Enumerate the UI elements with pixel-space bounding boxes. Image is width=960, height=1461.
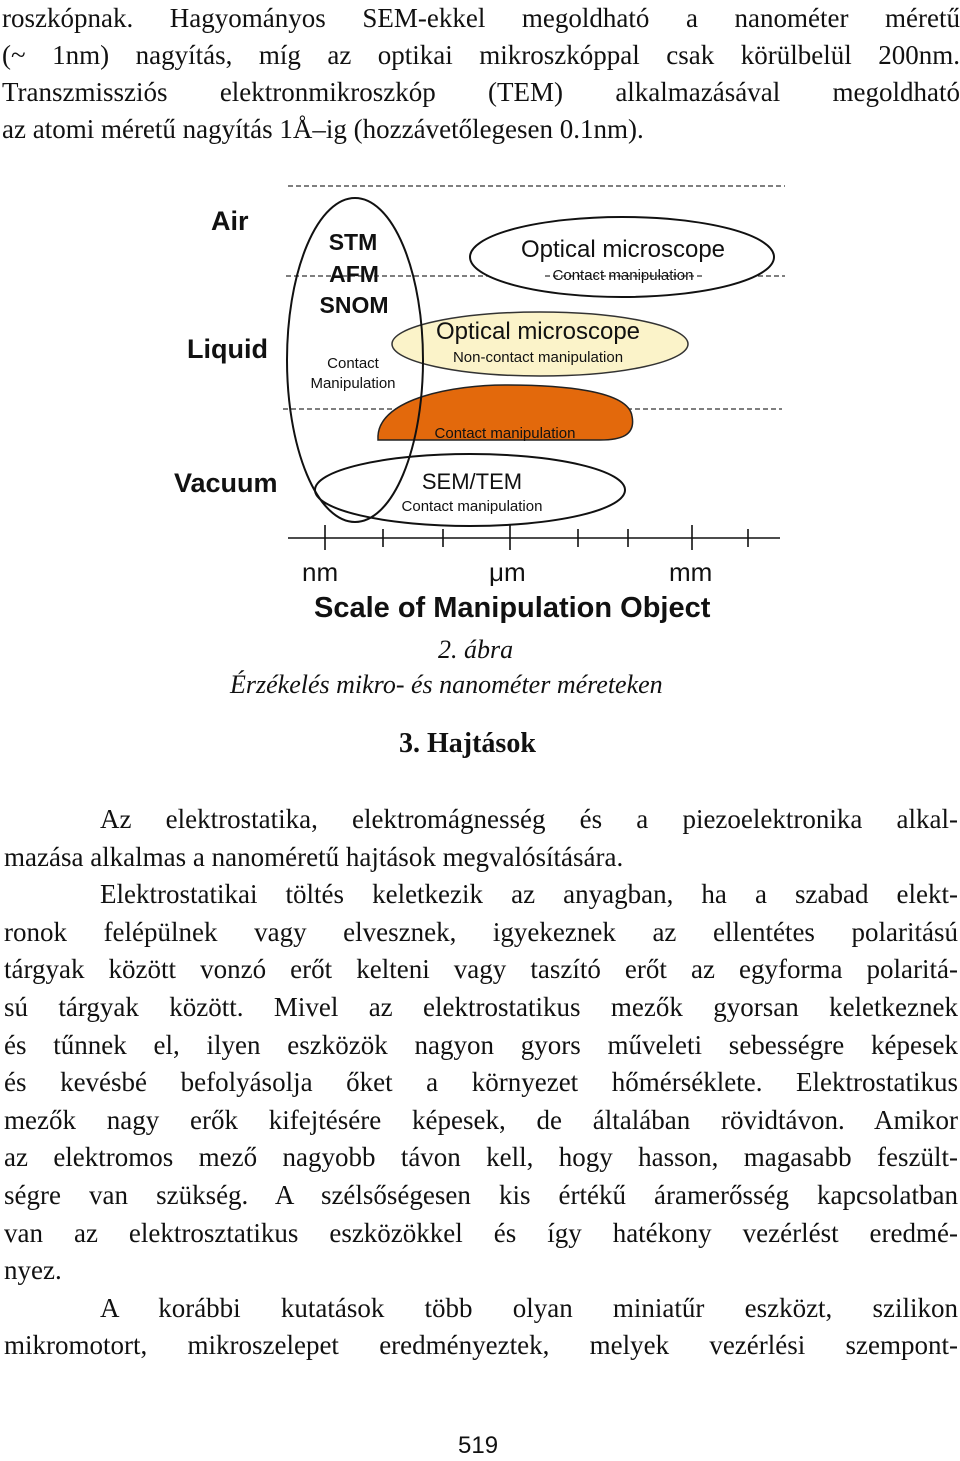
afm-label: AFM	[329, 261, 379, 287]
env-liquid-label: Liquid	[187, 334, 268, 364]
intro-line: (~ 1nm) nagyítás, míg az optikai mikroszkóppal csak körülbelül 200nm.	[2, 40, 960, 70]
optical-top-sub: Contact manipulation	[552, 267, 694, 284]
snom-label: SNOM	[319, 292, 389, 318]
intro-line: az atomi méretű nagyítás 1Å–ig (hozzávetőlegesen 0.1nm).	[2, 114, 644, 144]
scale-nm-label: nm	[302, 557, 339, 587]
page-number: 519	[458, 1432, 499, 1459]
body-line: és tűnnek el, ilyen eszközök nagyon gyors műveleti sebességre képesek	[4, 1029, 958, 1060]
body-line: ségre van szükség. A szélsőségesen kis értékű áramerősség kapcsolatban	[4, 1179, 958, 1210]
body-paragraph	[4, 801, 958, 1365]
body-line: A korábbi kutatások több olyan miniatűr eszközt, szilikon	[100, 1292, 958, 1323]
body-line: ronok felépülnek vagy elvesznek, igyekeznek az ellentétes polaritású	[4, 916, 958, 947]
body-line: sú tárgyak között. Mivel az elektrostatikus mezők gyorsan keletkeznek	[4, 991, 958, 1022]
body-line: és kevésbé befolyásolja őket a környezet hőmérséklete. Elektrostatikus	[4, 1067, 958, 1098]
intro-paragraph	[2, 0, 960, 148]
body-line: van az elektrosztatikus eszközökkel és így hatékony vezérlést eredmé-	[4, 1217, 958, 1248]
scale-mm-label: mm	[669, 557, 713, 587]
semtem-title: SEM/TEM	[421, 469, 523, 494]
body-line: nyez.	[4, 1255, 62, 1286]
figure-number: 2. ábra	[438, 635, 514, 664]
scale-um-label: μm	[489, 557, 526, 587]
manipulation-label: Manipulation	[310, 375, 396, 392]
body-line: Elektrostatikai töltés keletkezik az anyagban, ha a szabad elekt-	[100, 879, 958, 910]
intro-line: Transzmissziós elektronmikroszkóp (TEM) alkalmazásával megoldható	[2, 77, 960, 107]
env-air-label: Air	[211, 206, 249, 236]
manipulation-scale-diagram	[0, 170, 960, 570]
contact-label: Contact	[327, 355, 379, 372]
body-line: tárgyak között vonzó erőt kelteni vagy taszító erőt az egyforma polaritá-	[4, 954, 958, 985]
optical-top-title: Optical microscope	[520, 236, 726, 263]
semtem-sub: Contact manipulation	[401, 498, 543, 515]
intro-line: roszkópnak. Hagyományos SEM-ekkel megoldható a nanométer méretű	[2, 3, 960, 33]
body-line: mezők nagy erők kifejtésére képesek, de általában rövidtávon. Amikor	[4, 1104, 958, 1135]
body-line: az elektromos mező nagyobb távon kell, hogy hasson, magasabb feszült-	[4, 1142, 958, 1173]
body-line: mazása alkalmas a nanoméretű hajtások megvalósítására.	[4, 841, 624, 872]
stm-label: STM	[328, 229, 378, 255]
section-heading: 3. Hajtások	[399, 728, 536, 759]
optical-mid-sub: Non-contact manipulation	[452, 349, 624, 366]
body-line: Az elektrostatika, elektromágnesség és a piezoelektronika alkal-	[100, 804, 958, 834]
scale-title: Scale of Manipulation Object	[314, 592, 711, 624]
optical-mid-title: Optical microscope	[435, 318, 641, 345]
env-vacuum-label: Vacuum	[174, 468, 278, 498]
figure-caption: Érzékelés mikro- és nanométer méreteken	[230, 670, 663, 699]
orange-contact-label: Contact manipulation	[434, 425, 576, 442]
body-line: mikromotort, mikroszelepet eredményeztek, melyek vezérlési szempont-	[4, 1330, 958, 1361]
